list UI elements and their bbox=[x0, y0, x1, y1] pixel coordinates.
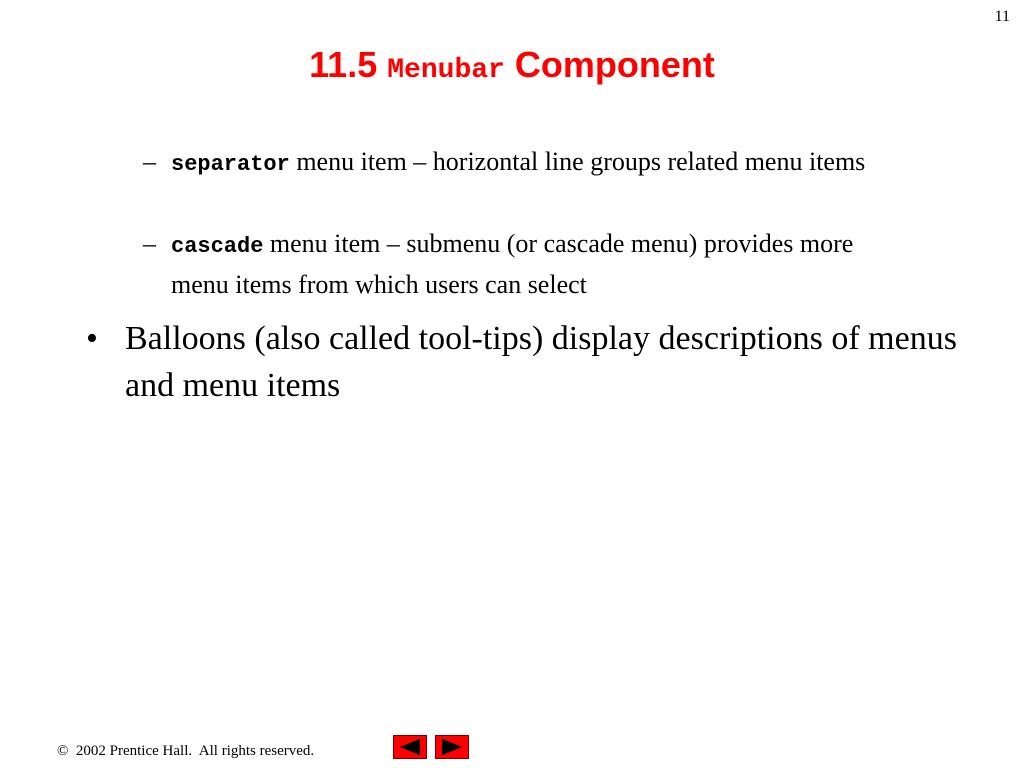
left-arrow-icon bbox=[394, 736, 426, 758]
bullet-text: Balloons (also called tool-tips) display descriptions of menus and menu items bbox=[125, 320, 957, 404]
title-code: Menubar bbox=[387, 55, 505, 86]
title-suffix: Component bbox=[504, 44, 715, 85]
bullet-marker: • bbox=[86, 320, 98, 357]
sub-bullet-separator bbox=[143, 143, 903, 184]
sub-bullet-text: menu item – horizontal line groups related menu items bbox=[289, 147, 866, 176]
title-prefix: 11.5 bbox=[309, 44, 388, 85]
slide-title bbox=[0, 44, 1024, 86]
dash-marker: – bbox=[143, 147, 156, 176]
previous-slide-button[interactable] bbox=[393, 735, 427, 759]
right-arrow-icon bbox=[436, 736, 468, 758]
page-number: 11 bbox=[994, 8, 1010, 25]
code-term: separator bbox=[171, 152, 290, 177]
sub-bullet-body bbox=[171, 225, 903, 304]
dash-marker: – bbox=[143, 229, 156, 258]
sub-bullet-text: menu item – submenu (or cascade menu) provides more menu items from which users can select bbox=[171, 229, 854, 299]
copyright-footer: © 2002 Prentice Hall. All rights reserved. bbox=[57, 743, 315, 759]
sub-bullet-cascade bbox=[143, 225, 903, 304]
sub-bullet-body bbox=[171, 143, 903, 184]
code-term: cascade bbox=[171, 234, 264, 259]
bullet-balloons bbox=[86, 315, 966, 409]
next-slide-button[interactable] bbox=[435, 735, 469, 759]
